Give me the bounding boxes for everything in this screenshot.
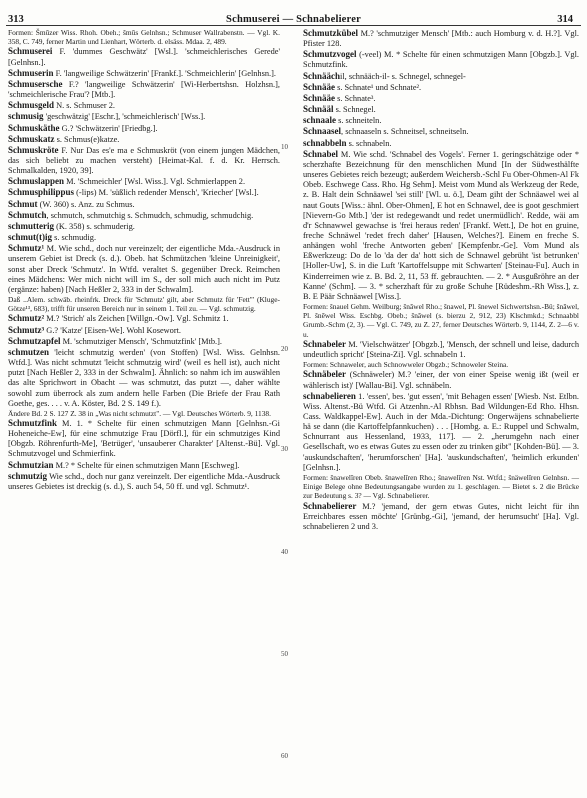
headword: Schmut xyxy=(8,198,38,209)
headword: Schnabelierer xyxy=(303,500,357,511)
entry-text: 1. 'essen', bes. 'gut essen', 'mit Behagen essen' [Wiesb. Nst. Etlbn. Wiss. Altenst.-Bü Wtfd. Gi Atzenhn.-Al Rbhsn. Bad Wildungen-Ed Rho. Hhsn. Cass. Waldkappel-Ew]. Auch in der Mda.-Dichtung: Ongerwäjens schnabelierte hä se dann (die Kartoffelpfannkuchen) . . . [Hombg. a. E.: Ruppel und Schwalm, Schnurrant aus Hessenland, 1933, 117]. — 2. „herumgehn nach einer Gesellschaft, wo es etwas Gutes zu essen oder zu trinken gibt" [Kohden-Bü]. — 3. 'auskundschaften', 'herumforschen' [Ha]. 'auskundschaften', 'heimlich erkunden' [Gelnhsn.]. xyxy=(303,391,579,472)
line-number: 30 xyxy=(281,445,288,453)
page-number-left: 313 xyxy=(8,14,24,25)
dictionary-entry xyxy=(8,232,280,243)
headword: Schmuskröte xyxy=(8,144,59,155)
headword: Schmutch xyxy=(8,209,47,220)
dictionary-entry xyxy=(8,46,280,67)
entry-text: M. 'schmutziger Mensch', 'Schmutzfink' [Mtb.]. xyxy=(60,336,223,346)
entry-text: il, schnääch-il- s. Schnegel, schnegel- xyxy=(340,71,466,81)
entry-text: M. Wie schd. 'Schnabel des Vogels'. Ferner 1. geringschätzige oder * scherzhafte Bezeichnung für den menschlichen Mund [In der Südwesthälfte unseres Gebietes reich bezeugt; außerdem Weichersb.-Schl Fu Ober-Ohmen-Al Fk Obeb. Eschwege Cass. Rho. Hg Sehm]. Meist vom Mund als Werkzeug der Rede, z. B. Halt dein Schnäawel 'sei still' [Wl. u. ö.], Deam giht der Schnäawel wei al naut Gouts [Wiss.: ähnl. Ober-Ohmen], E hot en Schnawel, dee is goot geschmiert [Nievern-Go Mtb.] 'der ist redegewandt und redet unermüdlich'. Redde, wäi am d'r Schnawwel gewachse is 'frei heraus reden' [Frankf. Wett.], De hot en gruine, freche Schnäwel 'redet frech daher' [Hausen, Welches?]. Einem en freche S. anhängen wohl 'freche Antworten geben' [Kempfenbr.-Ge]. Vom Mund als Eßwerkzeug: Do de lo 'da der da' hott sich de Schnawel gebrüht 'ist betrunken' [Holler-Uw], S. in die Luft 'Kartoffelsuppe mit Schwarten' [Steinau-Fu]. Auch in Kinderreimen wie z. B. Bd. 2, 11, 53 ff. gebrauchten. — 2. * Ausgußröhre an der Kanne' (Schm]. — 3. * scherzhaft für zu große Schuhe [Rüdeshm.-Rh Wiss.], z. B. E Päär Schnäawel [Wiss.]. xyxy=(303,149,579,301)
entry-text: (Schnäweler) M.? 'einer, der von einer Speise wenig ißt (weil er wählerisch ist)' [Wallau-Bi]. Vgl. schnäbeln. xyxy=(303,370,579,390)
entry-note xyxy=(8,409,280,418)
entry-text: s. Schnegel. xyxy=(333,105,376,115)
dictionary-entry xyxy=(8,471,280,492)
entry-text: s. schnabeln. xyxy=(346,138,392,148)
headword: schnabbeln xyxy=(303,137,347,148)
line-number: 50 xyxy=(281,650,288,658)
entry-text: M. 'Vielschwätzer' [Obgzb.], 'Mensch, der schnell und leise, dadurch undeutlich spricht' [Steina-Zi]. Vgl. schnabeln 1. xyxy=(303,339,579,360)
entry-text: Formen: Schnaweler, auch Schnowweler Obgzb.; Schnoweler Steina. xyxy=(303,360,509,370)
entry-text: G.? 'Katze' [Eisen-We]. Wohl Kosewort. xyxy=(44,325,182,335)
headword: Schmutzian xyxy=(8,459,54,470)
headword: schnabelieren xyxy=(303,390,356,401)
line-number: 20 xyxy=(281,345,288,353)
dictionary-entry xyxy=(303,369,579,390)
entry-text: Formen: Šmūzer Wiss. Rhoh. Obeh.; šmūs Gelnhsn.; Schmuser Wallrabenstn. — Vgl. K. 358, C. 749, ferner Martin und Lienhart, Wörterb. d. elsäss. Mdaa. 2, 489. xyxy=(8,28,280,47)
entry-text: F. 'langweilige Schwätzerin' [Frankf.]. 'Schmeichlerin' [Gelnhsn.]. xyxy=(53,68,276,78)
headword: Schmuskäthe xyxy=(8,122,60,133)
headword: Schnäbeler xyxy=(303,369,347,380)
entry-note xyxy=(303,360,579,369)
dictionary-entry xyxy=(8,100,280,111)
header-rule xyxy=(6,25,581,26)
headword: Schmutzvogel xyxy=(303,49,357,60)
entry-text: F. 'dummes Geschwätz' [Wsl.]. 'schmeichlerisches Gerede' [Gelnhsn.]. xyxy=(8,47,280,67)
headword: Schmuskatz xyxy=(8,133,55,144)
headword: Schmutzapfel xyxy=(8,335,61,346)
entry-text: s. schneiteln. xyxy=(336,116,382,126)
headword: Schmuserei xyxy=(8,46,53,57)
entry-text: M.? 'Strich' als Zeichen [Willgn.-Ow]. Vgl. Schmitz 1. xyxy=(44,314,229,324)
dictionary-entry xyxy=(8,145,280,176)
dictionary-entry xyxy=(8,68,280,79)
dictionary-entry xyxy=(303,149,579,302)
entry-text: M.? 'schmutziger Mensch' [Mtb.: auch Homburg v. d. H.?]. Vgl. Pfister 128. xyxy=(303,29,579,49)
dictionary-entry xyxy=(303,28,579,49)
entry-text: 'leicht schmutzig werden' (von Stoffen) [Wsl. Wiss. Gelnhsn. Wtfd.]. Was nicht schmutzt 'leicht schmutzig wird' (weil es hell ist), auch nicht putzt [Nach Heßler 2, 333 in der Schwalm]. Ähnlich: so nahm ich im auswählen das alte Sprichwort in Obacht — was schmutzt, das putzt —, daher wählte sowohl zum überrock als zum andern helle Farben (Die Briefe der Frau Rath Goethe, ges. . . . v. A. Köster, Bd. 2 S. 149 f.). xyxy=(8,347,280,408)
dictionary-entry xyxy=(303,115,579,126)
headword: schnaale xyxy=(303,115,337,126)
entry-text: F.? 'langweilige Schwätzerin' [Wi-Herbertshsn. Holzhsn.], 'schmeichlerische Frau'? [Mtb.]. xyxy=(8,79,280,100)
dictionary-entry xyxy=(303,49,579,70)
dictionary-entry xyxy=(8,418,280,460)
dictionary-entry xyxy=(8,111,280,122)
entry-text: Daß ..Alem. schwäb. rheinfrk. Dreck für 'Schmutz' gilt, aber Schmutz für 'Fett'" (Kluge-Götze¹³, 683), trifft für unseren Bereich nur in seinem 1. Teil zu. — Vgl. schmutzig. xyxy=(8,295,280,314)
entry-text: , schnaaseln s. Schneitsel, schneitseln. xyxy=(341,127,469,137)
dictionary-entry xyxy=(303,501,579,532)
entry-text: M.? * Schelte für einen schmutzigen Mann [Eschweg]. xyxy=(53,460,240,470)
entry-text: (-veel) M. * Schelte für einen schmutzigen Mann [Obgzb.]. Vgl. Schmutzfink. xyxy=(303,50,579,70)
dictionary-entry xyxy=(8,243,280,295)
entry-text: s. Schmus(e)katze. xyxy=(54,134,120,144)
headword: Schmuserin xyxy=(8,67,54,78)
left-column xyxy=(8,28,280,492)
dictionary-entry xyxy=(8,325,280,336)
headword: Schmutz² xyxy=(8,313,45,324)
dictionary-entry xyxy=(8,347,280,409)
dictionary-entry xyxy=(8,210,280,221)
headword: Schmusersche xyxy=(8,78,63,89)
entry-text: G.? 'Schwätzerin' [Friedbg.]. xyxy=(59,123,158,133)
entry-text: (K. 358) s. schmuderig. xyxy=(54,221,135,231)
headword: Schmutzfink xyxy=(8,418,58,429)
entry-text: Wie schd., doch nur ganz vereinzelt. Der eigentliche Mda.-Ausdruck unseres Gebietes ist dreckig (s. d.), S. auch 54, 50 ff. und vgl. Schmutz¹. xyxy=(8,471,280,491)
headword: schmutzig xyxy=(8,470,47,481)
headword: schmutterig xyxy=(8,220,54,231)
entry-text: Formen: šnawelīren Obeb. šnawelīren Rho.; šnawelīren Nst. Wtfd.; šnäwelīren Gelnhsn. — Einige Belege ohne Bedeutungsangabe wurden zu 1. geschlagen. — Bietet s. 2 die Brücke zur Bedeutung s. 3? — Vgl. Schnabelierer. xyxy=(303,472,579,501)
entry-text: s. schmudig. xyxy=(52,233,97,243)
dictionary-entry xyxy=(303,126,579,137)
headword: Schnabel xyxy=(303,148,339,159)
headword: schmutzen xyxy=(8,346,49,357)
dictionary-entry xyxy=(8,79,280,100)
entry-note xyxy=(8,295,280,313)
headword: schmusig xyxy=(8,111,44,122)
headword: Schnääe xyxy=(303,92,336,103)
entry-text: (-lips) M. 'süßlich redender Mensch', 'Kriecher' [Wsl.]. xyxy=(74,188,259,198)
dictionary-entry xyxy=(8,187,280,198)
line-number: 10 xyxy=(281,143,288,151)
headword: Schmusgeld xyxy=(8,100,55,111)
entry-text: M. 'Schmeichler' [Wsl. Wiss.]. Vgl. Schmierlappen 2. xyxy=(64,177,246,187)
entry-text: s. Schnate¹ und Schnate². xyxy=(335,82,422,92)
dictionary-entry xyxy=(303,104,579,115)
dictionary-entry xyxy=(8,123,280,134)
headword: Schmutz³ xyxy=(8,324,45,335)
entry-text: Ändere Bd. 2 S. 127 Z. 38 in „Was nicht schmutzt". — Vgl. Deutsches Wörterb. 9, 1138. xyxy=(8,408,271,418)
entry-text: M. 1. * Schelte für einen schmutzigen Mann [Gelnhsn.-Gi Hoheneiche-Ew], für eine schmutzige Frau [Dörfl.], für ein schmutziges Kind [Obgzb. Röhrenfurth-Me], 'Betrüger', 'unsauberer Charakter' [Altenst.-Bü]. Vgl. Schmutzvogel und Schmierfink. xyxy=(8,419,280,459)
line-number: 40 xyxy=(281,548,288,556)
right-column xyxy=(303,28,579,532)
headword: Schmuslappen xyxy=(8,176,65,187)
entry-text: s. Schnate³. xyxy=(335,93,376,103)
dictionary-entry xyxy=(303,71,579,82)
dictionary-entry xyxy=(8,176,280,187)
dictionary-entry xyxy=(8,460,280,471)
headword: schmut(t)ig xyxy=(8,232,52,243)
dictionary-entry xyxy=(8,134,280,145)
entry-text: , schmutch, schmutchig s. Schmudch, schmudig, schmudchig. xyxy=(46,210,254,220)
running-title: Schmuserei — Schnabelierer xyxy=(226,14,361,25)
dictionary-entry xyxy=(8,199,280,210)
headword: Schmusphilippus xyxy=(8,187,75,198)
headword: Schnaasel xyxy=(303,126,342,137)
entry-note xyxy=(303,302,579,339)
headword: Schnääe xyxy=(303,81,336,92)
dictionary-entry xyxy=(8,336,280,347)
dictionary-entry xyxy=(8,313,280,324)
headword: Schnääch xyxy=(303,70,341,81)
entry-text: M.? 'jemand, der gern etwas Gutes, nicht leicht für ihn Erreichbares essen möchte' [Grünbg.-Gi], 'jemand, der herumsucht' [Ha]. Vgl. schnabelieren 2 und 3. xyxy=(303,501,579,531)
dictionary-entry xyxy=(303,82,579,93)
entry-text: F. Nur Das es'e ma e Schmuskröt (von einem jungen Mädchen, das sich beliebt zu machen versteht) [Heimat-Kal. f. d. Kr. Herrsch. Schmalkalden, 1920, 39]. xyxy=(8,145,280,176)
entry-text: M. Wie schd., doch nur vereinzelt; der eigentliche Mda.-Ausdruck in unserem Gebiet ist Dreck (s. d.). Obeb. hat Schmützchen 'kleine Unreinigkeit', sonst aber Dreck 'Schmutz'. In Wtfd. veraltet S. gegenüber Dreck. Reimchen eines Mädchens: Wer mich nicht will im S., der soll mich auch nicht im Putz (ergänze: haben) [Nach Heßler 2, 333 in der Schwalm]. xyxy=(8,244,280,294)
headword: Schnääl xyxy=(303,104,334,115)
dictionary-entry xyxy=(8,221,280,232)
headword: Schmutz¹ xyxy=(8,243,45,254)
entry-note xyxy=(303,473,579,501)
dictionary-entry xyxy=(303,391,579,473)
headword: Schnabeler xyxy=(303,338,347,349)
dictionary-entry xyxy=(303,339,579,360)
entry-text: 'geschwätzig' [Eschr.], 'schmeichlerisch' [Wss.]. xyxy=(43,112,206,122)
entry-text: N. s. Schmuser 2. xyxy=(54,101,115,111)
entry-text: Formen: šnauel Gehm. Weilburg; šnāwel Rho.; šnawel, Pl. šnewel Sichwertshsn.-Bü; šnāwel, Pl. šnēwel Wiss. Eschbg. Obeb.; šnāwel (s. bierzu 2, 912, 23) Klschmkd.; Schnaabbl Grumb.-Schm (2, 3). — Vgl. C. 749, zu Z. 27, ferner Deutsches Wörterb. 9, 1144, Z. 2—6 v. u. xyxy=(303,302,579,339)
page-number-right: 314 xyxy=(557,14,573,25)
entry-text: (W. 360) s. Anz. zu Schmus. xyxy=(37,199,135,209)
headword: Schmutzkübel xyxy=(303,28,359,38)
dictionary-entry xyxy=(303,138,579,149)
dictionary-entry xyxy=(303,93,579,104)
entry-note xyxy=(8,28,280,46)
line-number: 60 xyxy=(281,752,288,760)
